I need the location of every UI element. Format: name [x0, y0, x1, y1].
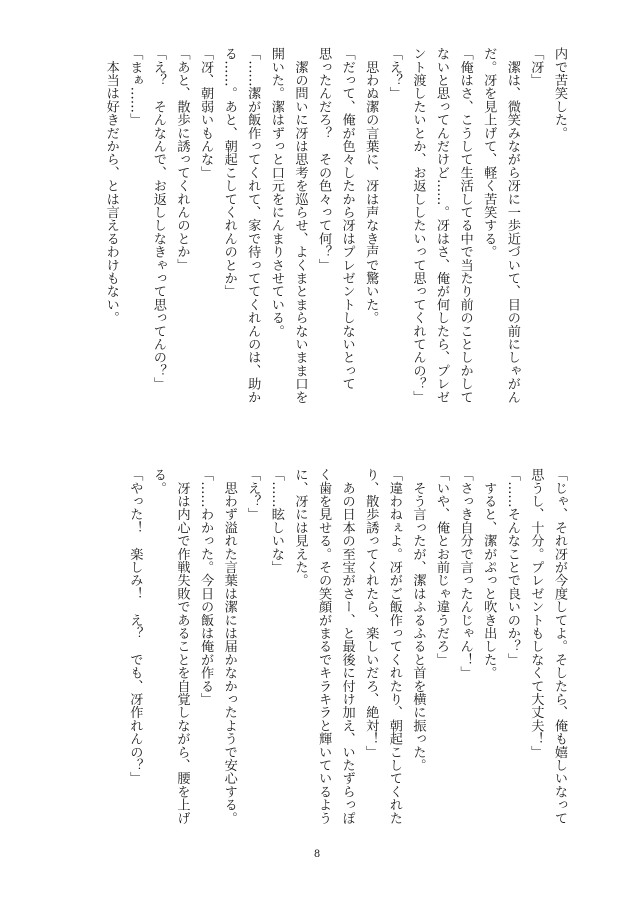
text-line: る。 [150, 468, 166, 495]
text-line: だ。冴を見上げて、軽く苦笑する。 [481, 47, 497, 259]
text-line: 「……潔が飯作ってくれて、家で待っててくれんのは、助か [245, 47, 261, 404]
text-line: 内で苦笑した。 [552, 47, 567, 140]
text-line: 「俺はさ、こうして生活してる中で当たり前のことしかして [457, 47, 473, 404]
text-line: 潔の問いに冴は思考を巡らせ、よくまとまらないまま口を [292, 47, 308, 404]
text-line: ないと思ってんだけど……。冴はさ、俺が何したら、プレゼ [434, 47, 450, 404]
text-line: あの日本の至宝がさー、と最後に付け加え、いたずらっぽ [339, 468, 355, 825]
text-line: 「……眩しいな」 [268, 468, 284, 574]
text-line: 「あと、散歩に誘ってくれんのとか」 [174, 47, 190, 272]
text-line: 思ったんだろ？ その色々って何？」 [316, 47, 332, 272]
upper-text-block [99, 47, 571, 422]
text-line: 「まぁ……」 [127, 47, 143, 127]
text-line: 思わぬ潔の言葉に、冴は声なき声で驚いた。 [363, 47, 379, 325]
text-line: ント渡したいとか、お返ししたいって思ってくれてんの？」 [410, 47, 426, 404]
text-line: 「……わかった。今日の飯は俺が作る」 [198, 468, 214, 706]
text-line: すると、潔がぷっと吹き出した。 [481, 468, 497, 680]
text-line: く歯を見せる。その笑顔がまるでキラキラと輝いているよう [316, 468, 332, 825]
text-line: 「冴」 [528, 47, 544, 87]
lower-text-block [123, 468, 571, 843]
text-line: 「え？」 [386, 47, 402, 100]
page-number: 8 [313, 849, 321, 860]
text-line: る……。あと、朝起こしてくれんのとか」 [221, 47, 237, 298]
text-line: 「え？」 [245, 468, 261, 521]
text-line: に、冴には見えた。 [292, 468, 308, 587]
text-line: 「じゃ、それ冴が今度してよ。そしたら、俺も嬉しいなって [552, 468, 567, 825]
text-line: 「違わねぇよ。冴がご飯作ってくれたり、朝起こしてくれた [386, 468, 402, 825]
text-line: 本当は好きだから、とは言えるわけもない。 [103, 47, 119, 325]
text-line: 「……そんなことで良いのか？」 [504, 468, 520, 666]
text-line: 「さっき自分で言ったんじゃん！」 [457, 468, 473, 680]
text-line: そう言ったが、潔はふるふると首を横に振った。 [410, 468, 426, 772]
text-line: 「いや、俺とお前じゃ違うだろ」 [434, 468, 450, 666]
text-line: 開いた。潔はずっと口元をにんまりさせている。 [268, 47, 284, 338]
text-line: 潔は、微笑みながら冴に一歩近づいて、目の前にしゃがん [504, 47, 520, 404]
text-line: 思わず溢れた言葉は潔には届かなかったようで安心する。 [221, 468, 237, 825]
text-line: り、散歩誘ってくれたら、楽しいだろ、絶対！」 [363, 468, 379, 759]
text-line: 「え？ そんなんで、お返ししなきゃって思ってんの？」 [150, 47, 166, 391]
text-line: 思うし、十分。プレゼントもしなくて大丈夫！」 [528, 468, 544, 759]
text-line: 「やった！ 楽しみ！ え？ でも、冴作れんの？」 [127, 468, 143, 785]
text-line: 「だって、俺が色々したから冴はプレゼントしないとって [339, 47, 355, 391]
text-line: 「冴、朝弱いもんな」 [198, 47, 214, 179]
text-line: 冴は内心で作戦失敗であることを自覚しながら、腰を上げ [174, 468, 190, 825]
